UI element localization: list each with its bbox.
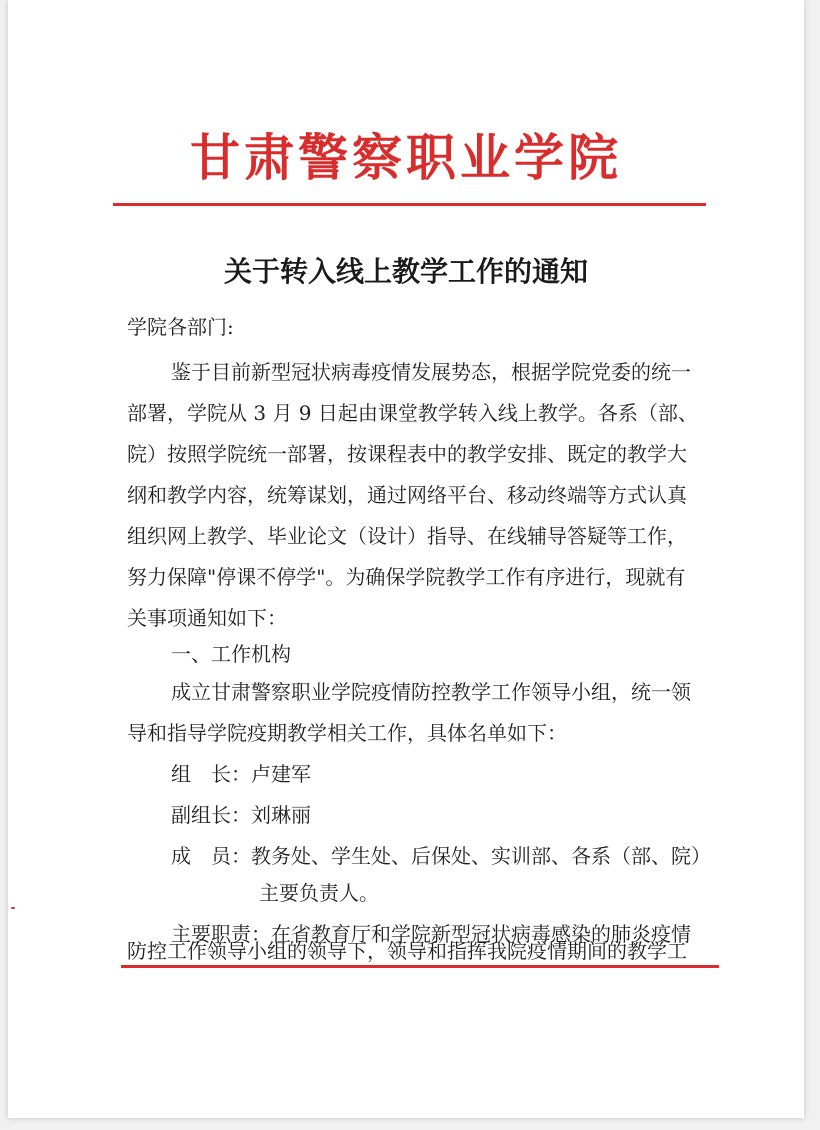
body-line: 纲和教学内容，统筹谋划，通过网络平台、移动终端等方式认真 <box>127 483 687 507</box>
letterhead-red-rule <box>113 203 706 206</box>
body-line: 导和指导学院疫期教学相关工作，具体名单如下： <box>127 721 567 745</box>
document-title: 关于转入线上教学工作的通知 <box>223 255 588 288</box>
member-deputy-leader: 副组长：刘琳丽 <box>171 803 311 827</box>
body-line: 成立甘肃警察职业学院疫情防控教学工作领导小组，统一领 <box>171 680 691 704</box>
duties-line: 主要职责：在省教育厅和学院新型冠状病毒感染的肺炎疫情 <box>171 922 691 946</box>
body-line: 组织网上教学、毕业论文（设计）指导、在线辅导答疑等工作， <box>127 524 687 548</box>
body-line: 部署，学院从 3 月 9 日起由课堂教学转入线上教学。各系（部、 <box>127 401 698 425</box>
body-line: 鉴于目前新型冠状病毒疫情发展势态，根据学院党委的统一 <box>171 360 691 384</box>
member-members: 成 员：教务处、学生处、后保处、实训部、各系（部、院） <box>171 844 711 868</box>
member-members-cont: 主要负责人。 <box>259 881 379 905</box>
member-leader: 组 长：卢建军 <box>171 762 311 786</box>
body-line: 院）按照学院统一部署，按课程表中的教学安排、既定的教学大 <box>127 442 687 466</box>
document-page <box>8 0 804 1118</box>
duties-line: 防控工作领导小组的领导下，领导和指挥我院疫情期间的教学工 <box>127 939 687 963</box>
letterhead-title: 甘肃警察职业学院 <box>190 128 622 187</box>
body-line: 关事项通知如下： <box>127 606 287 630</box>
body-line: 努力保障"停课不停学"。为确保学院教学工作有序进行，现就有 <box>127 565 686 589</box>
section-heading: 一、工作机构 <box>171 642 291 666</box>
scan-speck <box>11 907 15 909</box>
salutation: 学院各部门: <box>127 315 234 339</box>
footer-red-rule <box>121 965 719 968</box>
